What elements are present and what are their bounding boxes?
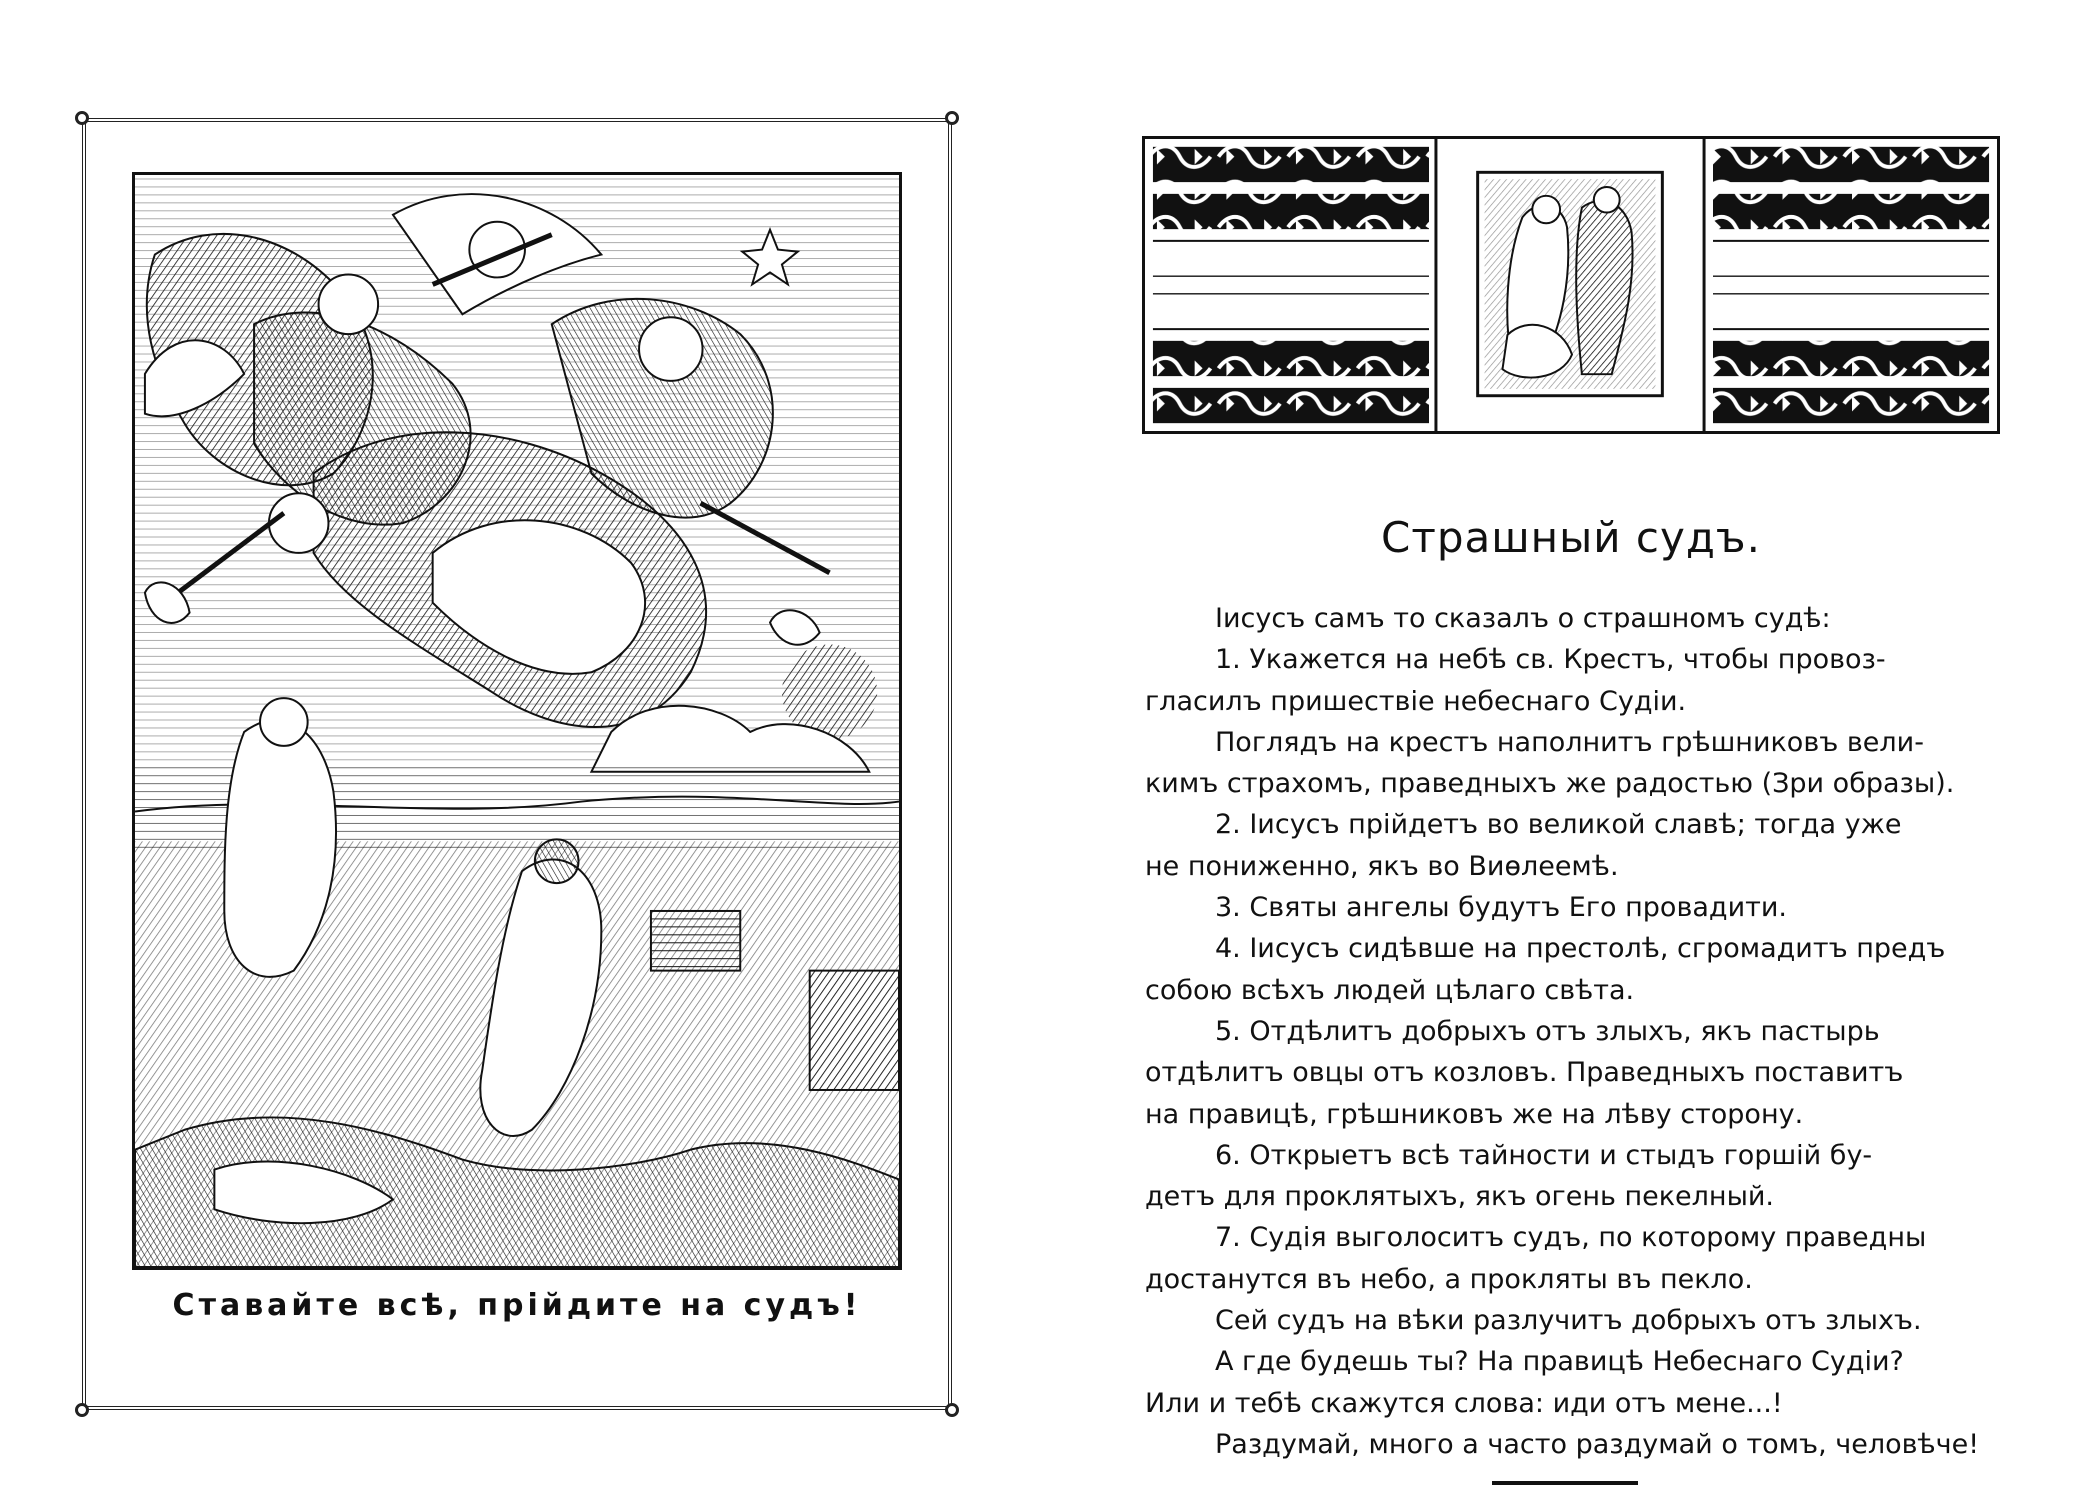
text-line: 2. Іисусъ прійдетъ во великой славѣ; тогда уже — [1215, 809, 1902, 841]
text-line: Поглядъ на крестъ наполнитъ грѣшниковъ вели- — [1215, 726, 1924, 758]
text-line: 3. Святы ангелы будутъ Его провадити. — [1215, 892, 1787, 924]
text-line: детъ для проклятыхъ, якъ огень пекелный. — [1145, 1181, 1775, 1213]
frame-corner-ornament — [945, 111, 959, 125]
body-text — [1145, 598, 2000, 1465]
text-line: А где будешь ты? На правицѣ Небеснаго Судіи? — [1215, 1346, 1904, 1378]
text-line: Іисусъ самъ то сказалъ о страшномъ судѣ: — [1215, 603, 1831, 634]
frame-corner-ornament — [75, 1403, 89, 1417]
frame-corner-ornament — [945, 1403, 959, 1417]
text-line: отдѣлитъ овцы отъ козловъ. Праведныхъ поставитъ — [1145, 1057, 1904, 1089]
chapter-title: Страшный судъ. — [1381, 513, 1761, 562]
text-line: Раздумай, много а часто раздумай о томъ, человѣче! — [1215, 1428, 1980, 1460]
text-line: 4. Іисусъ сидѣвше на престолѣ, сгромадитъ предъ — [1215, 933, 1946, 965]
text-line: на правицѣ, грѣшниковъ же на лѣву сторону. — [1145, 1098, 1804, 1130]
ornamental-headpiece — [1142, 136, 2000, 434]
illustration-caption: Ставайте всѣ, прійдите на судъ! — [172, 1288, 862, 1323]
last-judgment-engraving — [132, 172, 902, 1270]
text-line: 7. Судія выголоситъ судъ, по которому праведны — [1215, 1222, 1927, 1254]
text-line: достанутся въ небо, а прокляты въ пекло. — [1145, 1263, 1753, 1295]
text-line: кимъ страхомъ, праведныхъ же радостью (Зри образы). — [1145, 768, 1955, 800]
end-rule — [1492, 1481, 1638, 1485]
text-line: 6. Открыетъ всѣ тайности и стыдъ горшій бу- — [1215, 1139, 1873, 1171]
text-line: 5. Отдѣлитъ добрыхъ отъ злыхъ, якъ пастырь — [1215, 1015, 1880, 1047]
text-line: Сей судъ на вѣки разлучитъ добрыхъ отъ злыхъ. — [1215, 1305, 1922, 1337]
text-line: 1. Укажется на небѣ св. Крестъ, чтобы провоз- — [1215, 644, 1886, 676]
text-line: собою всѣхъ людей цѣлаго свѣта. — [1145, 974, 1635, 1006]
text-line: гласилъ пришествіе небеснаго Судіи. — [1145, 685, 1687, 717]
frame-corner-ornament — [75, 111, 89, 125]
text-line: Или и тебѣ скажутся слова: иди отъ мене...! — [1145, 1387, 1783, 1419]
text-line: не пониженно, якъ во Виѳлеемѣ. — [1145, 850, 1619, 882]
